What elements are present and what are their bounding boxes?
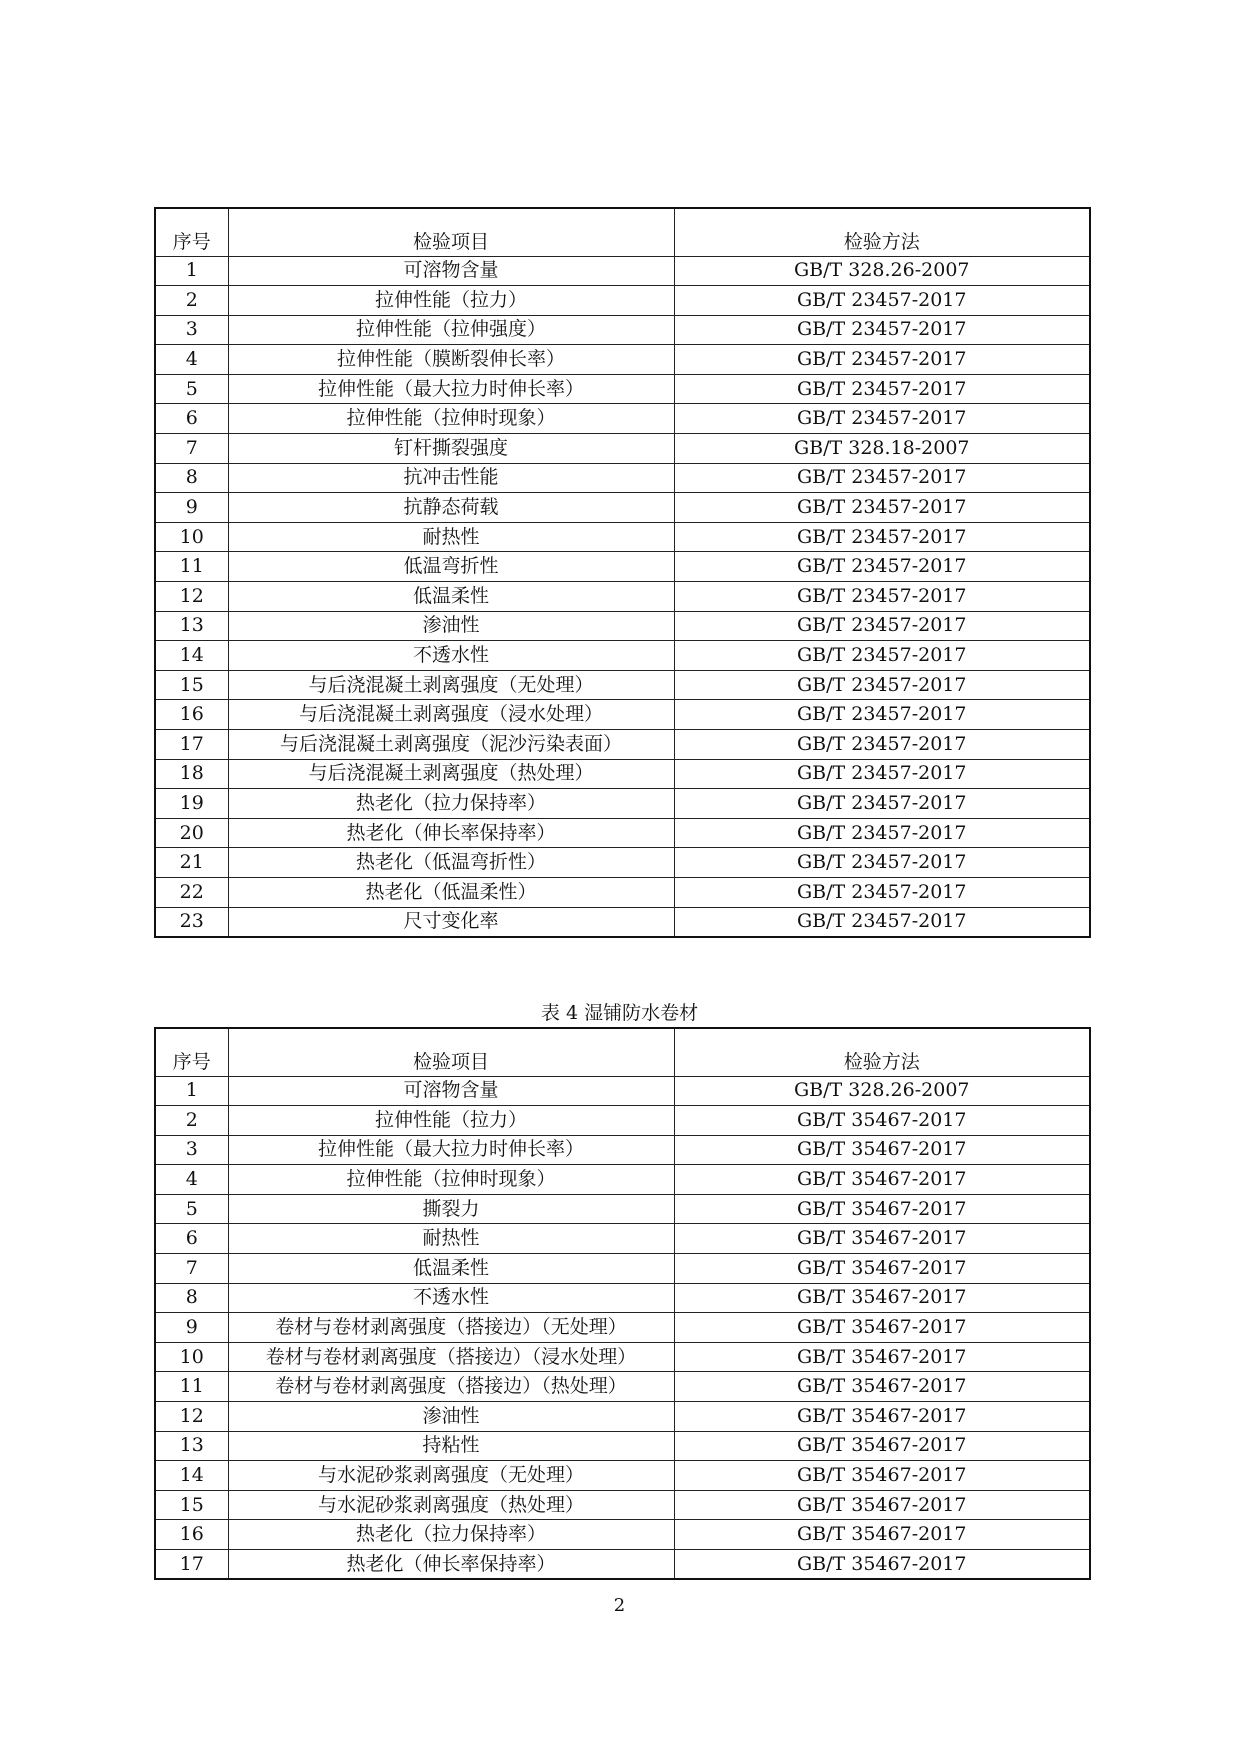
cell-no: 16 <box>155 700 228 730</box>
cell-method: GB/T 23457-2017 <box>674 522 1090 552</box>
cell-method: GB/T 35467-2017 <box>674 1372 1090 1402</box>
cell-no: 9 <box>155 1313 228 1343</box>
cell-no: 22 <box>155 877 228 907</box>
cell-method: GB/T 328.26-2007 <box>674 256 1090 286</box>
cell-method: GB/T 23457-2017 <box>674 877 1090 907</box>
cell-method: GB/T 35467-2017 <box>674 1431 1090 1461</box>
table-row <box>155 345 1090 375</box>
cell-no: 20 <box>155 818 228 848</box>
cell-item: 渗油性 <box>228 1402 674 1432</box>
cell-method: GB/T 35467-2017 <box>674 1254 1090 1284</box>
cell-item: 可溶物含量 <box>228 256 674 286</box>
cell-item: 热老化（拉力保持率） <box>228 789 674 819</box>
table-row <box>155 1106 1090 1136</box>
cell-no: 19 <box>155 789 228 819</box>
table-row <box>155 286 1090 316</box>
cell-method: GB/T 23457-2017 <box>674 907 1090 937</box>
cell-no: 18 <box>155 759 228 789</box>
cell-no: 11 <box>155 1372 228 1402</box>
cell-method: GB/T 23457-2017 <box>674 404 1090 434</box>
cell-item: 拉伸性能（最大拉力时伸长率） <box>228 1135 674 1165</box>
page-number: 2 <box>613 1595 626 1616</box>
cell-item: 不透水性 <box>228 1283 674 1313</box>
cell-item: 钉杆撕裂强度 <box>228 434 674 464</box>
cell-method: GB/T 35467-2017 <box>674 1283 1090 1313</box>
cell-no: 5 <box>155 1194 228 1224</box>
cell-no: 17 <box>155 730 228 760</box>
cell-no: 6 <box>155 1224 228 1254</box>
cell-no: 17 <box>155 1550 228 1580</box>
cell-item: 耐热性 <box>228 522 674 552</box>
cell-item: 卷材与卷材剥离强度（搭接边）（无处理） <box>228 1313 674 1343</box>
table-1-body <box>155 256 1090 937</box>
table-row <box>155 1520 1090 1550</box>
cell-no: 3 <box>155 315 228 345</box>
cell-item: 与后浇混凝土剥离强度（无处理） <box>228 670 674 700</box>
cell-method: GB/T 23457-2017 <box>674 286 1090 316</box>
table-row <box>155 1283 1090 1313</box>
cell-no: 15 <box>155 1490 228 1520</box>
cell-method: GB/T 35467-2017 <box>674 1135 1090 1165</box>
table-row <box>155 463 1090 493</box>
cell-no: 11 <box>155 552 228 582</box>
cell-method: GB/T 23457-2017 <box>674 374 1090 404</box>
table-row <box>155 315 1090 345</box>
table-row <box>155 1165 1090 1195</box>
header-item: 检验项目 <box>228 208 674 256</box>
cell-no: 2 <box>155 286 228 316</box>
table-row <box>155 1402 1090 1432</box>
cell-item: 与后浇混凝土剥离强度（浸水处理） <box>228 700 674 730</box>
cell-item: 耐热性 <box>228 1224 674 1254</box>
cell-item: 抗静态荷载 <box>228 493 674 523</box>
inspection-table-2 <box>154 1027 1091 1580</box>
cell-no: 8 <box>155 1283 228 1313</box>
cell-item: 低温柔性 <box>228 1254 674 1284</box>
cell-item: 渗油性 <box>228 611 674 641</box>
cell-item: 与水泥砂浆剥离强度（热处理） <box>228 1490 674 1520</box>
table-header-row <box>155 1028 1090 1076</box>
cell-method: GB/T 35467-2017 <box>674 1313 1090 1343</box>
cell-item: 拉伸性能（拉伸强度） <box>228 315 674 345</box>
header-no: 序号 <box>155 1028 228 1076</box>
cell-method: GB/T 35467-2017 <box>674 1461 1090 1491</box>
cell-no: 1 <box>155 1076 228 1106</box>
cell-method: GB/T 23457-2017 <box>674 818 1090 848</box>
cell-method: GB/T 35467-2017 <box>674 1520 1090 1550</box>
table-row <box>155 582 1090 612</box>
cell-method: GB/T 35467-2017 <box>674 1402 1090 1432</box>
table-row <box>155 700 1090 730</box>
cell-no: 5 <box>155 374 228 404</box>
cell-method: GB/T 23457-2017 <box>674 315 1090 345</box>
cell-method: GB/T 23457-2017 <box>674 345 1090 375</box>
cell-item: 低温弯折性 <box>228 552 674 582</box>
table-row <box>155 730 1090 760</box>
cell-item: 拉伸性能（最大拉力时伸长率） <box>228 374 674 404</box>
cell-no: 9 <box>155 493 228 523</box>
cell-item: 热老化（伸长率保持率） <box>228 818 674 848</box>
cell-item: 与后浇混凝土剥离强度（泥沙污染表面） <box>228 730 674 760</box>
cell-item: 拉伸性能（拉力） <box>228 286 674 316</box>
cell-item: 拉伸性能（拉力） <box>228 1106 674 1136</box>
table-row <box>155 641 1090 671</box>
header-item: 检验项目 <box>228 1028 674 1076</box>
cell-method: GB/T 35467-2017 <box>674 1550 1090 1580</box>
cell-item: 拉伸性能（膜断裂伸长率） <box>228 345 674 375</box>
header-method: 检验方法 <box>674 1028 1090 1076</box>
cell-method: GB/T 23457-2017 <box>674 789 1090 819</box>
table-row <box>155 552 1090 582</box>
cell-method: GB/T 23457-2017 <box>674 670 1090 700</box>
cell-method: GB/T 23457-2017 <box>674 582 1090 612</box>
table-row <box>155 759 1090 789</box>
cell-no: 1 <box>155 256 228 286</box>
cell-item: 可溶物含量 <box>228 1076 674 1106</box>
cell-item: 热老化（低温柔性） <box>228 877 674 907</box>
cell-no: 2 <box>155 1106 228 1136</box>
cell-no: 10 <box>155 1342 228 1372</box>
table-row <box>155 1224 1090 1254</box>
table-row <box>155 1431 1090 1461</box>
cell-method: GB/T 35467-2017 <box>674 1224 1090 1254</box>
cell-item: 低温柔性 <box>228 582 674 612</box>
cell-item: 不透水性 <box>228 641 674 671</box>
cell-item: 尺寸变化率 <box>228 907 674 937</box>
inspection-table-1 <box>154 207 1091 938</box>
cell-method: GB/T 23457-2017 <box>674 700 1090 730</box>
cell-no: 12 <box>155 582 228 612</box>
cell-item: 热老化（伸长率保持率） <box>228 1550 674 1580</box>
cell-method: GB/T 23457-2017 <box>674 641 1090 671</box>
header-method: 检验方法 <box>674 208 1090 256</box>
cell-item: 拉伸性能（拉伸时现象） <box>228 404 674 434</box>
cell-no: 13 <box>155 1431 228 1461</box>
table-row <box>155 818 1090 848</box>
table-row <box>155 670 1090 700</box>
cell-method: GB/T 35467-2017 <box>674 1490 1090 1520</box>
table-row <box>155 1076 1090 1106</box>
cell-no: 15 <box>155 670 228 700</box>
cell-method: GB/T 23457-2017 <box>674 611 1090 641</box>
cell-item: 抗冲击性能 <box>228 463 674 493</box>
cell-method: GB/T 23457-2017 <box>674 493 1090 523</box>
cell-item: 热老化（低温弯折性） <box>228 848 674 878</box>
cell-item: 持粘性 <box>228 1431 674 1461</box>
cell-method: GB/T 328.26-2007 <box>674 1076 1090 1106</box>
table-row <box>155 848 1090 878</box>
cell-method: GB/T 35467-2017 <box>674 1165 1090 1195</box>
table-row <box>155 374 1090 404</box>
cell-no: 4 <box>155 345 228 375</box>
table-row <box>155 907 1090 937</box>
table-row <box>155 1461 1090 1491</box>
table-row <box>155 256 1090 286</box>
table-2-body <box>155 1076 1090 1579</box>
cell-no: 23 <box>155 907 228 937</box>
cell-no: 7 <box>155 434 228 464</box>
table-2-caption: 表 4 湿铺防水卷材 <box>540 1002 699 1024</box>
cell-no: 7 <box>155 1254 228 1284</box>
cell-item: 拉伸性能（拉伸时现象） <box>228 1165 674 1195</box>
cell-item: 撕裂力 <box>228 1194 674 1224</box>
table-row <box>155 434 1090 464</box>
cell-item: 与后浇混凝土剥离强度（热处理） <box>228 759 674 789</box>
table-row <box>155 1342 1090 1372</box>
table-row <box>155 404 1090 434</box>
table-row <box>155 789 1090 819</box>
table-row <box>155 493 1090 523</box>
table-header-row <box>155 208 1090 256</box>
cell-method: GB/T 23457-2017 <box>674 759 1090 789</box>
cell-no: 13 <box>155 611 228 641</box>
table-row <box>155 1194 1090 1224</box>
table-row <box>155 1550 1090 1580</box>
cell-method: GB/T 35467-2017 <box>674 1342 1090 1372</box>
table-row <box>155 1313 1090 1343</box>
cell-item: 与水泥砂浆剥离强度（无处理） <box>228 1461 674 1491</box>
table-row <box>155 1372 1090 1402</box>
cell-item: 卷材与卷材剥离强度（搭接边）（浸水处理） <box>228 1342 674 1372</box>
table-row <box>155 1490 1090 1520</box>
cell-method: GB/T 23457-2017 <box>674 730 1090 760</box>
cell-no: 3 <box>155 1135 228 1165</box>
cell-no: 16 <box>155 1520 228 1550</box>
cell-no: 6 <box>155 404 228 434</box>
table-row <box>155 1254 1090 1284</box>
table-row <box>155 611 1090 641</box>
cell-no: 12 <box>155 1402 228 1432</box>
cell-method: GB/T 23457-2017 <box>674 552 1090 582</box>
cell-no: 14 <box>155 1461 228 1491</box>
cell-no: 10 <box>155 522 228 552</box>
cell-method: GB/T 35467-2017 <box>674 1194 1090 1224</box>
table-row <box>155 522 1090 552</box>
cell-method: GB/T 328.18-2007 <box>674 434 1090 464</box>
cell-method: GB/T 23457-2017 <box>674 848 1090 878</box>
cell-item: 热老化（拉力保持率） <box>228 1520 674 1550</box>
cell-method: GB/T 35467-2017 <box>674 1106 1090 1136</box>
cell-no: 21 <box>155 848 228 878</box>
table-row <box>155 877 1090 907</box>
cell-method: GB/T 23457-2017 <box>674 463 1090 493</box>
cell-no: 8 <box>155 463 228 493</box>
header-no: 序号 <box>155 208 228 256</box>
cell-item: 卷材与卷材剥离强度（搭接边）（热处理） <box>228 1372 674 1402</box>
cell-no: 4 <box>155 1165 228 1195</box>
cell-no: 14 <box>155 641 228 671</box>
table-row <box>155 1135 1090 1165</box>
